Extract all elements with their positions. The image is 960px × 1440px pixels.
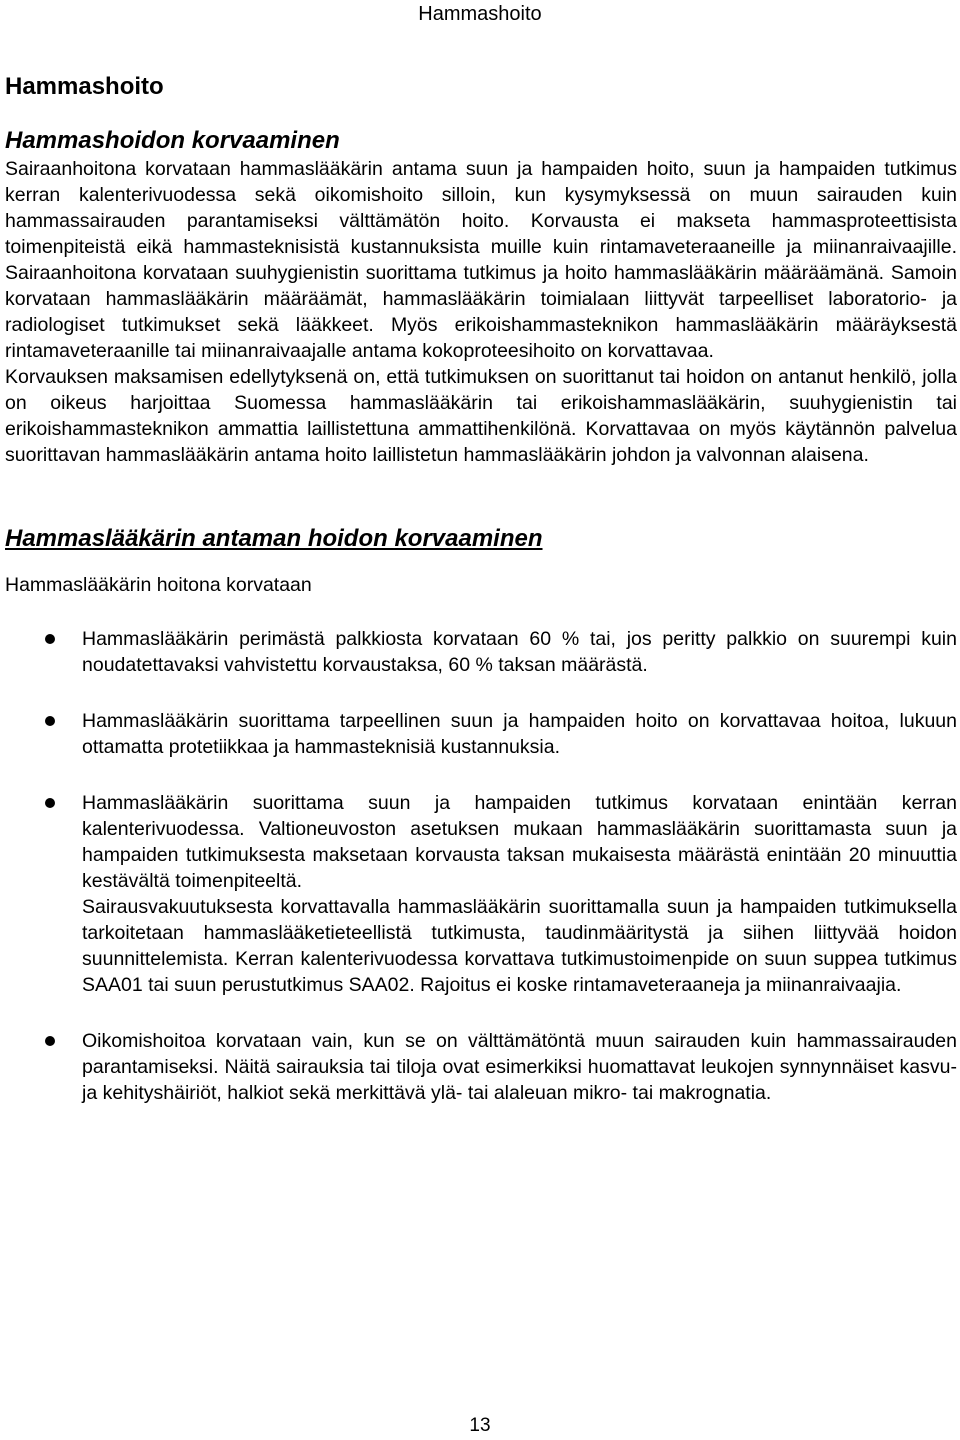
bullet-text: Hammaslääkärin suorittama suun ja hampaiden tutkimus korvataan enintään kerran kalenterivuodessa. Valtioneuvoston asetuksen mukaan hammaslääkärin suorittamasta suun ja hampaiden tutkimuksesta maksetaan korvausta taksan mukaisesta määrästä enintään 20 minuuttia kestävältä toimenpiteeltä. [82, 792, 957, 892]
running-header: Hammashoito [418, 3, 542, 25]
paragraph-coverage: Sairaanhoitona korvataan hammaslääkärin antama suun ja hampaiden hoito, suun ja hampaiden tutkimus kerran kalenterivuodessa sekä oikomishoito silloin, kun kysymyksessä on muun sairauden kuin hammassairauden parantamiseksi välttämätön hoito. Korvausta ei makseta hammasproteettisista toimenpiteistä eikä hammasteknisistä kustannuksista muille kuin rintamaveteraaneille ja miinanraivaajille. Sairaanhoitona korvataan suuhygienistin suorittama tutkimus ja hoito hammaslääkärin määräämänä. Samoin korvataan hammaslääkärin määräämät, hammaslääkärin toimialaan liittyvät tarpeelliset laboratorio- ja radiologiset tutkimukset sekä lääkkeet. Myös erikoishammasteknikon hammaslääkärin määräyksestä rintamaveteraanille tai miinanraivaajalle antama kokoproteesihoito on korvattavaa. [5, 158, 957, 362]
list-item [5, 626, 957, 678]
bullet-text: Oikomishoitoa korvataan vain, kun se on välttämätöntä muun sairauden kuin hammassairauden parantamiseksi. Näitä sairauksia tai tiloja ovat esimerkiksi huomattavat leukojen synnynnäiset kasvu- ja kehityshäiriöt, halkiot sekä merkittävä ylä- tai alaleuan mikro- tai makrognatia. [82, 1030, 957, 1104]
list-item [5, 1028, 957, 1106]
page-title: Hammashoito [5, 73, 164, 100]
subsection-title: Hammashoidon korvaaminen [5, 127, 340, 154]
section-intro: Hammaslääkärin hoitona korvataan [5, 574, 312, 596]
paragraph-conditions: Korvauksen maksamisen edellytyksenä on, että tutkimuksen on suorittanut tai hoidon on antanut henkilö, jolla on oikeus harjoittaa Suomessa hammaslääkärin tai erikoishammaslääkärin, suuhygienistin tai erikoishammasteknikon ammattia laillistettuna ammattihenkilönä. Korvattavaa on myös käytännön palvelua suorittavan hammaslääkärin antama hoito laillistetun hammaslääkärin johdon ja valvonnan alaisena. [5, 366, 957, 466]
bullet-icon [45, 798, 55, 808]
section-title: Hammaslääkärin antaman hoidon korvaaminen [5, 525, 543, 552]
bullet-icon [45, 1036, 55, 1046]
bullet-extra-paragraph: Sairausvakuutuksesta korvattavalla hammaslääkärin suorittamalla suun ja hampaiden tutkimuksella tarkoitetaan hammaslääketieteellistä tutkimusta, taudinmääritystä ja siihen liittyvää hoidon suunnittelemista. Kerran kalenterivuodessa korvattava tutkimustoimenpide on suun suppea tutkimus SAA01 tai suun perustutkimus SAA02. Rajoitus ei koske rintamaveteraaneja ja miinanraivaajia. [82, 896, 957, 996]
bullet-text: Hammaslääkärin perimästä palkkiosta korvataan 60 % tai, jos peritty palkkio on suurempi kuin noudatettavaksi vahvistettu korvaustaksa, 60 % taksan määrästä. [82, 628, 957, 676]
list-item [5, 790, 957, 998]
bullet-text: Hammaslääkärin suorittama tarpeellinen suun ja hampaiden hoito on korvattavaa hoitoa, lukuun ottamatta protetiikkaa ja hammasteknisiä kustannuksia. [82, 710, 957, 758]
bullet-icon [45, 716, 55, 726]
document-body [5, 72, 957, 1106]
list-item [5, 708, 957, 760]
page-number: 13 [469, 1415, 491, 1436]
bullet-list [5, 626, 957, 1106]
bullet-icon [45, 634, 55, 644]
